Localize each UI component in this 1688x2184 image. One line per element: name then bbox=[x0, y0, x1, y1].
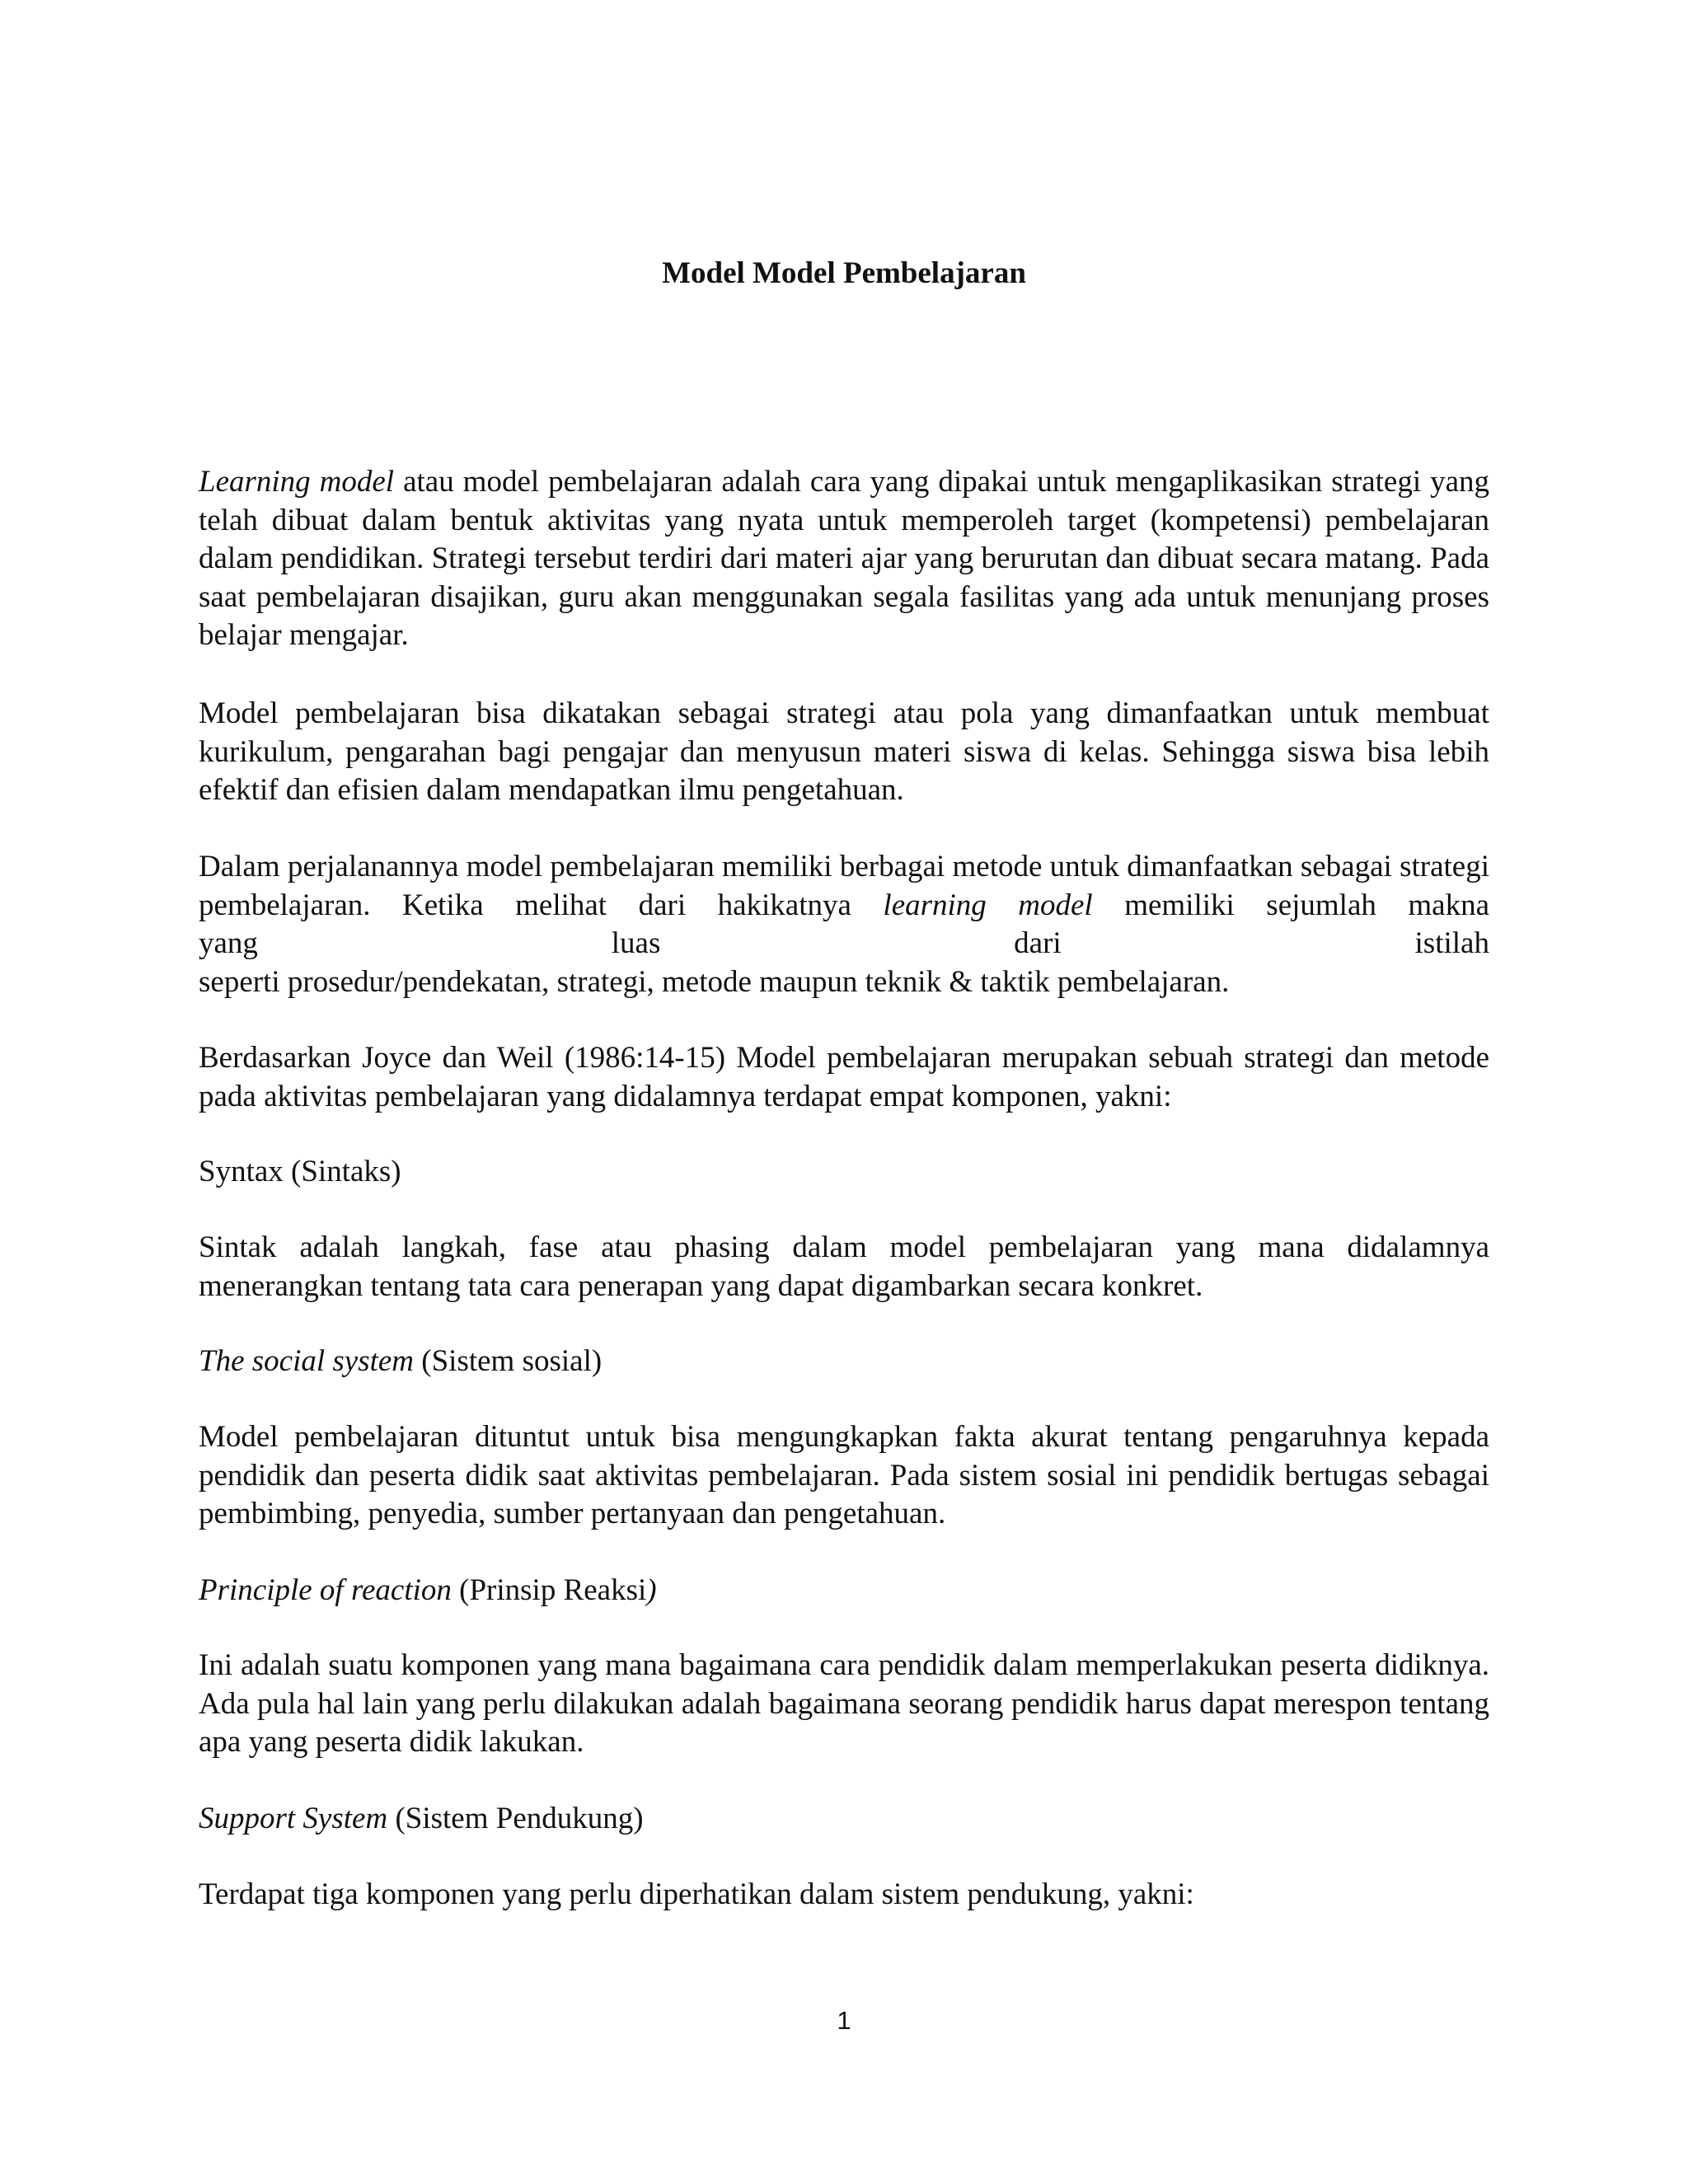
paragraph-text: Dalam perjalanannya model pembelajaran memiliki berbagai metode untuk dimanfaatkan sebagai strategi pembelajaran. Ketika melihat dari hakikatnya bbox=[199, 850, 1489, 922]
paragraph-sintak: Sintak adalah langkah, fase atau phasing dalam model pembelajaran yang mana didalamnya menerangkan tentang tata cara penerapan yang dapat digambarkan secara konkret. bbox=[199, 1230, 1489, 1303]
paragraph-perjalanan bbox=[199, 848, 1489, 1001]
heading-text: (Sistem Pendukung) bbox=[387, 1802, 644, 1835]
italic-term: Principle of reaction bbox=[199, 1573, 452, 1607]
paragraph-model-definition: Model pembelajaran bisa dikatakan sebagai strategi atau pola yang dimanfaatkan untuk membuat kurikulum, pengarahan bagi pengajar dan menyusun materi siswa di kelas. Sehingga siswa bisa lebih efektif dan efisien dalam mendapatkan ilmu pengetahuan. bbox=[199, 696, 1489, 807]
italic-term: ) bbox=[646, 1573, 657, 1607]
italic-term: learning model bbox=[883, 888, 1093, 922]
heading-text: (Sistem sosial) bbox=[414, 1344, 603, 1378]
spread-word: istilah bbox=[1414, 926, 1489, 960]
spread-word: dari bbox=[1014, 926, 1062, 960]
spread-line bbox=[199, 925, 1489, 963]
spread-word: yang bbox=[199, 926, 258, 960]
page-title: Model Model Pembelajaran bbox=[662, 256, 1026, 290]
paragraph-joyce-weil: Berdasarkan Joyce dan Weil (1986:14-15) Model pembelajaran merupakan sebuah strategi dan metode pada aktivitas pembelajaran yang didalamnya terdapat empat komponen, yakni: bbox=[199, 1041, 1489, 1113]
paragraph-support-system: Terdapat tiga komponen yang perlu diperhatikan dalam sistem pendukung, yakni: bbox=[199, 1877, 1194, 1911]
heading-support-system bbox=[199, 1800, 1489, 1839]
paragraph-text: atau model pembelajaran adalah cara yang dipakai untuk mengaplikasikan strategi yang telah dibuat dalam bentuk aktivitas yang nyata untuk memperoleh target (kompetensi) pembelajaran dalam pendidikan. Strategi tersebut terdiri dari materi ajar yang berurutan dan dibuat secara matang. Pada saat pembelajaran disajikan, guru akan menggunakan segala fasilitas yang ada untuk menunjang proses belajar mengajar. bbox=[199, 465, 1490, 652]
paragraph-principle-reaction: Ini adalah suatu komponen yang mana bagaimana cara pendidik dalam memperlakukan peserta didiknya. Ada pula hal lain yang perlu dilakukan adalah bagaimana seorang pendidik harus dapat merespon tentang apa yang peserta didik lakukan. bbox=[199, 1648, 1489, 1759]
page-number: 1 bbox=[837, 2006, 851, 2035]
italic-term: Learning model bbox=[199, 465, 395, 499]
italic-term: Support System bbox=[199, 1802, 388, 1835]
heading-syntax: Syntax (Sintaks) bbox=[199, 1155, 401, 1188]
paragraph-last-line: seperti prosedur/pendekatan, strategi, metode maupun teknik & taktik pembelajaran. bbox=[199, 964, 1230, 999]
heading-principle-reaction bbox=[199, 1572, 1489, 1610]
heading-text: (Prinsip Reaksi bbox=[451, 1573, 647, 1607]
italic-term: The social system bbox=[199, 1344, 415, 1378]
heading-social-system bbox=[199, 1343, 1489, 1381]
paragraph-learning-model bbox=[199, 463, 1489, 655]
spread-word: luas bbox=[611, 926, 661, 960]
paragraph-lines bbox=[199, 848, 1489, 925]
paragraph-text: memiliki sejumlah makna bbox=[1092, 888, 1489, 922]
paragraph-social-system: Model pembelajaran dituntut untuk bisa mengungkapkan fakta akurat tentang pengaruhnya kepada pendidik dan peserta didik saat aktivitas pembelajaran. Pada sistem sosial ini pendidik bertugas sebagai pembimbing, penyedia, sumber pertanyaan dan pengetahuan. bbox=[199, 1420, 1489, 1530]
